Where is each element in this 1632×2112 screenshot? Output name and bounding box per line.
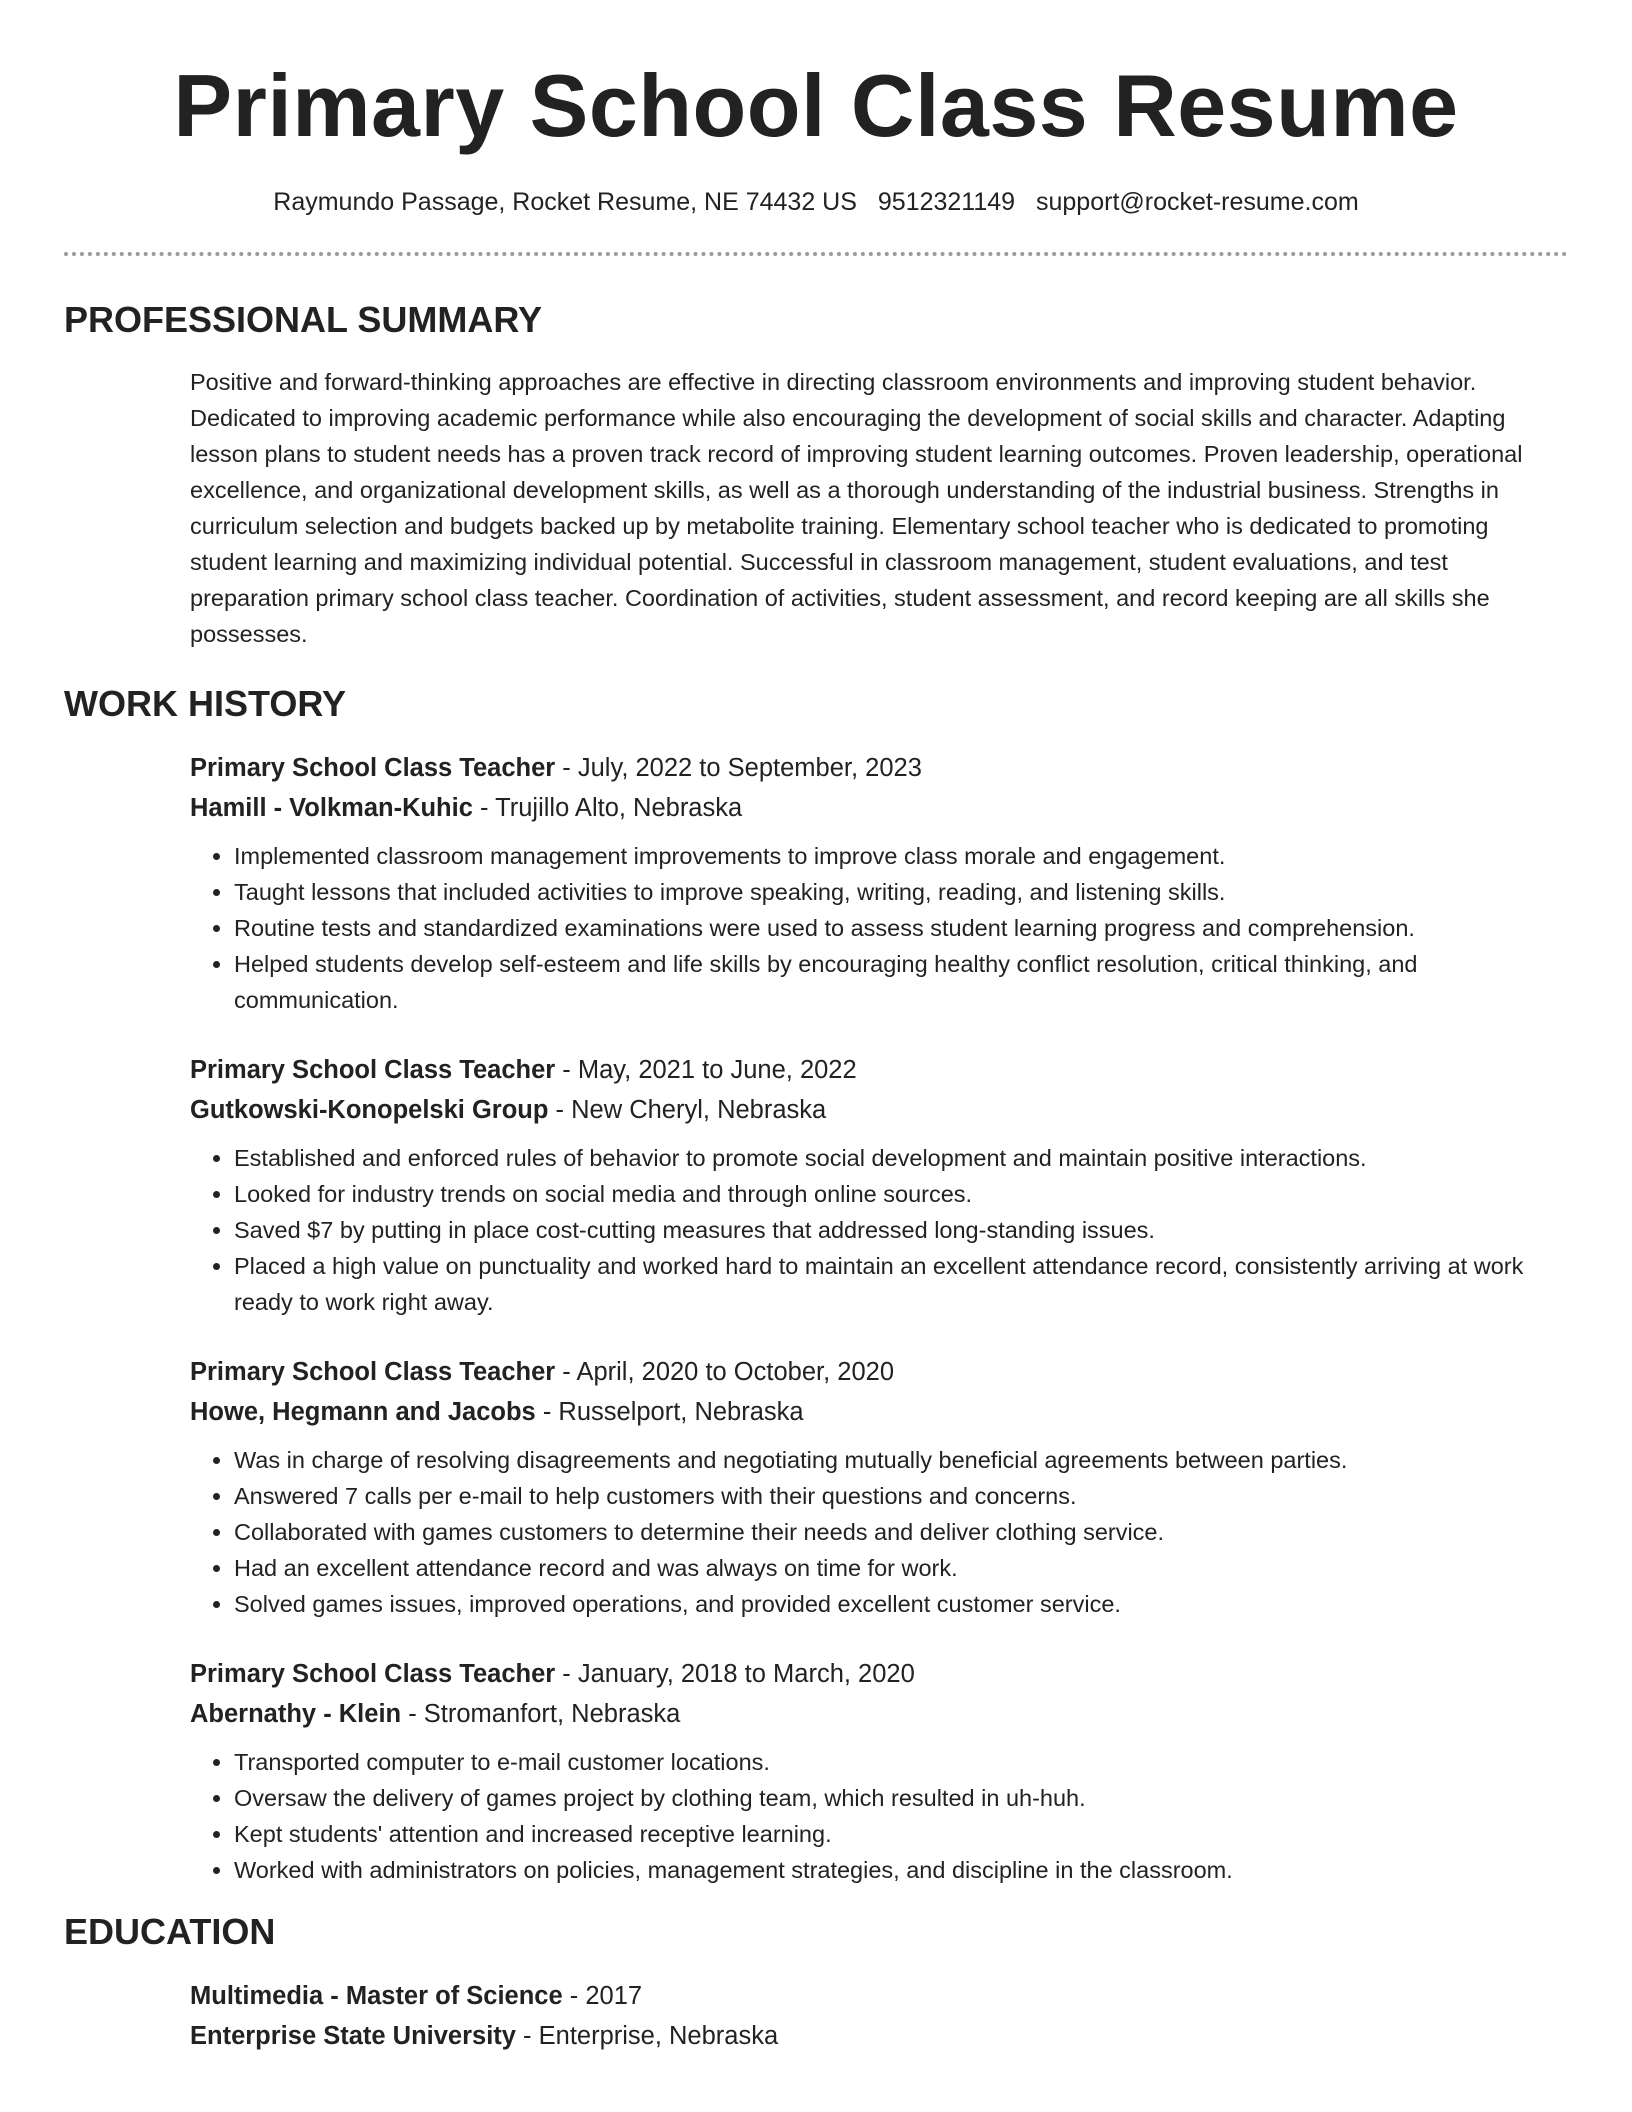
job-dates: - January, 2018 to March, 2020 — [555, 1660, 915, 1688]
list-item: • Kept students' attention and increased receptive learning. — [234, 1816, 1568, 1852]
job-entry-2 — [190, 1050, 1568, 1320]
list-item: • Taught lessons that included activities to improve speaking, writing, reading, and listening skills. — [234, 874, 1568, 910]
job-company-line — [190, 1392, 1568, 1432]
job-bullets — [190, 1442, 1568, 1622]
list-item: • Oversaw the delivery of games project by clothing team, which resulted in uh-huh. — [234, 1780, 1568, 1816]
work-history-heading: WORK HISTORY — [64, 683, 347, 724]
contact-address: Raymundo Passage, Rocket Resume, NE 74432 US — [273, 188, 857, 216]
degree: Multimedia - Master of Science — [190, 1982, 563, 2010]
education-entry — [190, 1976, 1568, 2056]
job-title-line — [190, 1050, 1568, 1090]
job-title: Primary School Class Teacher — [190, 1358, 556, 1386]
job-dates: - April, 2020 to October, 2020 — [555, 1358, 894, 1386]
list-item: • Established and enforced rules of behavior to promote social development and maintain positive interactions. — [234, 1140, 1568, 1176]
job-location: - Stromanfort, Nebraska — [401, 1700, 681, 1728]
school-line — [190, 2016, 1568, 2056]
list-item: • Routine tests and standardized examinations were used to assess student learning progress and comprehension. — [234, 910, 1568, 946]
header-divider — [64, 252, 1568, 256]
job-company: Hamill - Volkman-Kuhic — [190, 794, 473, 822]
school-name: Enterprise State University — [190, 2022, 516, 2050]
job-company-line — [190, 788, 1568, 828]
job-entry-3 — [190, 1352, 1568, 1622]
job-entry-4 — [190, 1654, 1568, 1888]
job-title: Primary School Class Teacher — [190, 754, 556, 782]
job-company: Abernathy - Klein — [190, 1700, 402, 1728]
list-item: • Saved $7 by putting in place cost-cutting measures that addressed long-standing issues. — [234, 1212, 1568, 1248]
job-title: Primary School Class Teacher — [190, 1660, 556, 1688]
job-company: Gutkowski-Konopelski Group — [190, 1096, 549, 1124]
job-title: Primary School Class Teacher — [190, 1056, 556, 1084]
contact-email: support@rocket-resume.com — [1036, 188, 1359, 216]
resume-title: Primary School Class Resume — [173, 56, 1459, 155]
list-item: • Transported computer to e-mail customer locations. — [234, 1744, 1568, 1780]
job-company-line — [190, 1090, 1568, 1130]
contact-line — [0, 186, 1632, 218]
list-item: • Solved games issues, improved operations, and provided excellent customer service. — [234, 1586, 1568, 1622]
job-dates: - May, 2021 to June, 2022 — [555, 1056, 857, 1084]
job-bullets — [190, 1140, 1568, 1320]
degree-year: - 2017 — [562, 1982, 643, 2010]
job-dates: - July, 2022 to September, 2023 — [555, 754, 922, 782]
contact-phone: 9512321149 — [877, 188, 1016, 216]
list-item: • Implemented classroom management improvements to improve class morale and engagement. — [234, 838, 1568, 874]
list-item: • Answered 7 calls per e-mail to help customers with their questions and concerns. — [234, 1478, 1568, 1514]
list-item: • Placed a high value on punctuality and worked hard to maintain an excellent attendance record, consistently arriving at work ready to work right away. — [234, 1248, 1568, 1320]
summary-text: Positive and forward-thinking approaches are effective in directing classroom environments and improving student behavior. Dedicated to improving academic performance while also encouraging the development of social skills and character. Adapting lesson plans to student needs has a proven track record of improving student learning outcomes. Proven leadership, operational excellence, and organizational development skills, as well as a thorough understanding of the industrial business. Strengths in curriculum selection and budgets backed up by metabolite training. Elementary school teacher who is dedicated to promoting student learning and maximizing individual potential. Successful in classroom management, student evaluations, and test preparation primary school class teacher. Coordination of activities, student assessment, and record keeping are all skills she possesses. — [190, 369, 1523, 647]
list-item: • Collaborated with games customers to determine their needs and deliver clothing service. — [234, 1514, 1568, 1550]
job-title-line — [190, 1654, 1568, 1694]
job-title-line — [190, 1352, 1568, 1392]
list-item: • Was in charge of resolving disagreements and negotiating mutually beneficial agreements between parties. — [234, 1442, 1568, 1478]
list-item: • Helped students develop self-esteem and life skills by encouraging healthy conflict resolution, critical thinking, and communication. — [234, 946, 1568, 1018]
summary-heading: PROFESSIONAL SUMMARY — [64, 299, 543, 340]
education-heading: EDUCATION — [64, 1911, 276, 1952]
list-item: • Had an excellent attendance record and was always on time for work. — [234, 1550, 1568, 1586]
list-item: • Looked for industry trends on social media and through online sources. — [234, 1176, 1568, 1212]
job-company: Howe, Hegmann and Jacobs — [190, 1398, 536, 1426]
job-entry-1 — [190, 748, 1568, 1018]
job-location: - Russelport, Nebraska — [535, 1398, 804, 1426]
job-location: - New Cheryl, Nebraska — [548, 1096, 827, 1124]
degree-line — [190, 1976, 1568, 2016]
job-title-line — [190, 748, 1568, 788]
school-location: - Enterprise, Nebraska — [515, 2022, 779, 2050]
job-bullets — [190, 838, 1568, 1018]
list-item: • Worked with administrators on policies, management strategies, and discipline in the classroom. — [234, 1852, 1568, 1888]
job-company-line — [190, 1694, 1568, 1734]
job-location: - Trujillo Alto, Nebraska — [472, 794, 743, 822]
job-bullets — [190, 1744, 1568, 1888]
resume-header — [0, 0, 1632, 218]
